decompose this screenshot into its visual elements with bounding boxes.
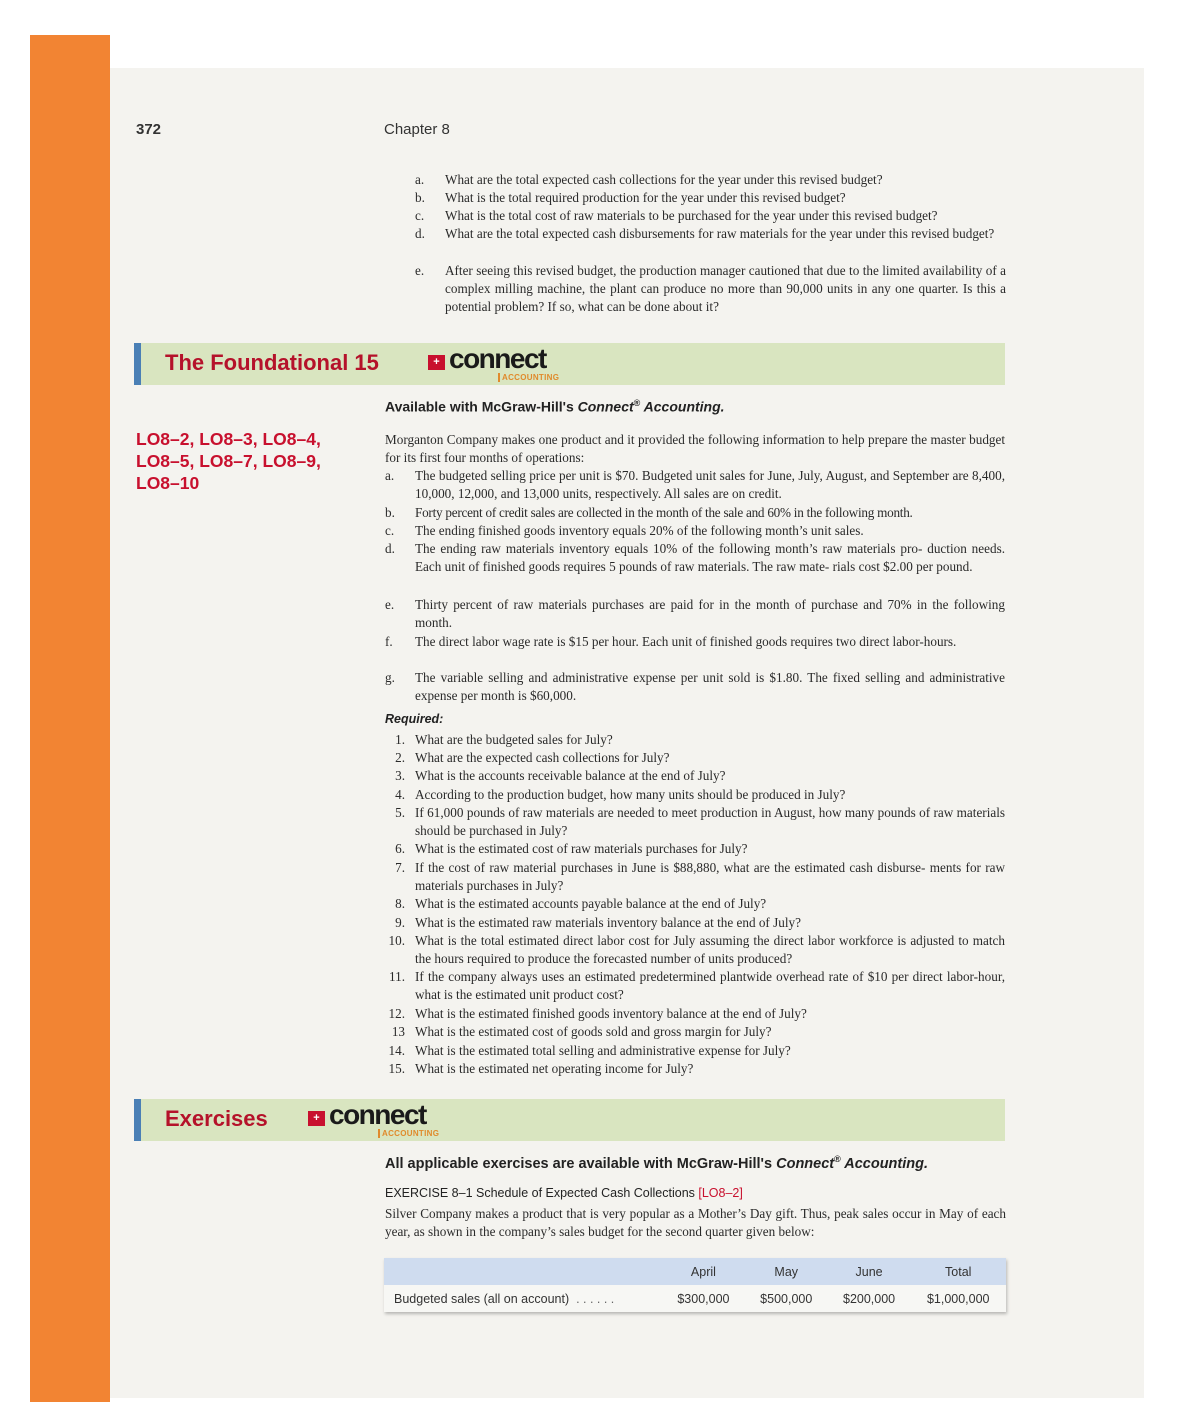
- table-cell: $1,000,000: [926, 1291, 990, 1306]
- page-number: 372: [136, 121, 162, 138]
- list-item: e. Thirty percent of raw materials purchases are paid for in the month of purchase and 70% in the following month.: [385, 597, 1005, 631]
- table-header-row: [384, 1258, 1006, 1285]
- list-item: d. What are the total expected cash disbursements for raw materials for the year under this revised budget?: [415, 226, 995, 241]
- chapter-label: Chapter 8: [384, 121, 450, 138]
- question-item: 3. What is the accounts receivable balance at the end of July?: [395, 768, 726, 783]
- list-item: c. The ending finished goods inventory equals 20% of the following month’s unit sales.: [385, 523, 864, 538]
- learning-objectives: LO8–2, LO8–3, LO8–4, LO8–5, LO8–7, LO8–9, LO8–10: [136, 429, 321, 493]
- table-cell: $300,000: [677, 1291, 730, 1306]
- banner-strip: [134, 343, 141, 385]
- orange-margin-bar: [30, 35, 110, 1402]
- question-item: 12. What is the estimated finished goods inventory balance at the end of July?: [388, 1006, 807, 1021]
- table-cell: $500,000: [760, 1291, 813, 1306]
- section-title: The Foundational 15: [165, 350, 379, 375]
- list-item: b. What is the total required production for the year under this revised budget?: [415, 190, 846, 205]
- column-header: May: [774, 1264, 799, 1279]
- question-item: 1. What are the budgeted sales for July?: [395, 732, 613, 747]
- question-item: 10. What is the total estimated direct labor cost for July assuming the direct labor workforce is adjusted to match the hours required to produce the forecasted number of units produced?: [388, 933, 1006, 967]
- column-header: April: [690, 1264, 716, 1279]
- question-item: 13 What is the estimated cost of goods sold and gross margin for July?: [391, 1024, 772, 1039]
- question-item: 8. What is the estimated accounts payable balance at the end of July?: [395, 896, 767, 911]
- exercise-paragraph: Silver Company makes a product that is very popular as a Mother’s Day gift. Thus, peak sales occur in May of each year, as shown in the company’s sales budget for the second quarter given below:: [385, 1206, 1006, 1240]
- question-item: 15. What is the estimated net operating income for July?: [388, 1061, 694, 1076]
- required-label: Required:: [385, 712, 444, 726]
- exercises-availability-note: All applicable exercises are available with McGraw-Hill's Connect® Accounting.: [385, 1154, 929, 1172]
- sales-budget-table: [384, 1258, 1006, 1312]
- column-header: Total: [945, 1264, 972, 1279]
- lo-reference-link: [LO8–2]: [698, 1186, 743, 1200]
- list-item: f. The direct labor wage rate is $15 per hour. Each unit of finished goods requires two direct labor-hours.: [385, 634, 957, 649]
- list-item: e. After seeing this revised budget, the production manager cautioned that due to the limited availability of a complex milling machine, the plant can produce no more than 90,000 units in any one quarter. Is this a potential problem? If so, what can be done about it?: [415, 263, 1007, 315]
- list-item: b. Forty percent of credit sales are collected in the month of the sale and 60% in the following month.: [385, 505, 913, 520]
- intro-paragraph: Morganton Company makes one product and it provided the following information to help prepare the master budget for its first four months of operations:: [385, 432, 1006, 466]
- question-item: 7. If the cost of raw material purchases in June is $88,880, what are the estimated cash disburse- ments for raw materials purchases in July?: [395, 860, 1005, 894]
- list-item: g. The variable selling and administrative expense per unit sold is $1.80. The fixed selling and administrative expense per month is $60,000.: [385, 670, 1005, 704]
- table-cell: $200,000: [843, 1291, 896, 1306]
- table-row: [384, 1285, 1006, 1312]
- availability-note: Available with McGraw-Hill's Connect® Accounting.: [385, 398, 725, 415]
- question-item: 11. If the company always uses an estimated predetermined plantwide overhead rate of $10 per direct labor-hour, what is the estimated unit product cost?: [389, 969, 1006, 1003]
- question-item: 6. What is the estimated cost of raw materials purchases for July?: [395, 841, 748, 856]
- list-item: c. What is the total cost of raw materials to be purchased for the year under this revised budget?: [415, 208, 938, 223]
- question-item: 4. According to the production budget, how many units should be produced in July?: [395, 787, 846, 802]
- question-item: 14. What is the estimated total selling and administrative expense for July?: [388, 1043, 791, 1058]
- row-label: Budgeted sales (all on account) . . . . . .: [394, 1291, 615, 1306]
- exercises-banner: [134, 1099, 1005, 1141]
- connect-logo: + connect ACCOUNTING: [308, 1105, 448, 1139]
- connect-plus-icon: +: [428, 355, 445, 370]
- connect-plus-icon: +: [308, 1111, 325, 1126]
- exercise-heading: EXERCISE 8–1 Schedule of Expected Cash Collections [LO8–2]: [385, 1186, 743, 1200]
- question-item: 2. What are the expected cash collections for July?: [395, 750, 670, 765]
- foundational-banner: [134, 343, 1005, 385]
- list-item: a. What are the total expected cash collections for the year under this revised budget?: [415, 172, 883, 187]
- question-item: 5. If 61,000 pounds of raw materials are needed to meet production in August, how many pounds of raw materials should be purchased in July?: [395, 805, 1006, 839]
- question-item: 9. What is the estimated raw materials inventory balance at the end of July?: [395, 915, 801, 930]
- section-title: Exercises: [165, 1106, 268, 1131]
- list-item: a. The budgeted selling price per unit is $70. Budgeted unit sales for June, July, August, and September are 8,400, 10,000, 12,000, and 13,000 units, respectively. All sales are on credit.: [385, 468, 1006, 502]
- banner-strip: [134, 1099, 141, 1141]
- connect-logo: + connect ACCOUNTING: [428, 349, 568, 383]
- column-header: June: [855, 1264, 883, 1279]
- list-item: d. The ending raw materials inventory equals 10% of the following month’s raw materials pro- duction needs. Each unit of finished goods requires 5 pounds of raw materials. The raw mate- rials cost $2.00 per pound.: [385, 541, 1005, 575]
